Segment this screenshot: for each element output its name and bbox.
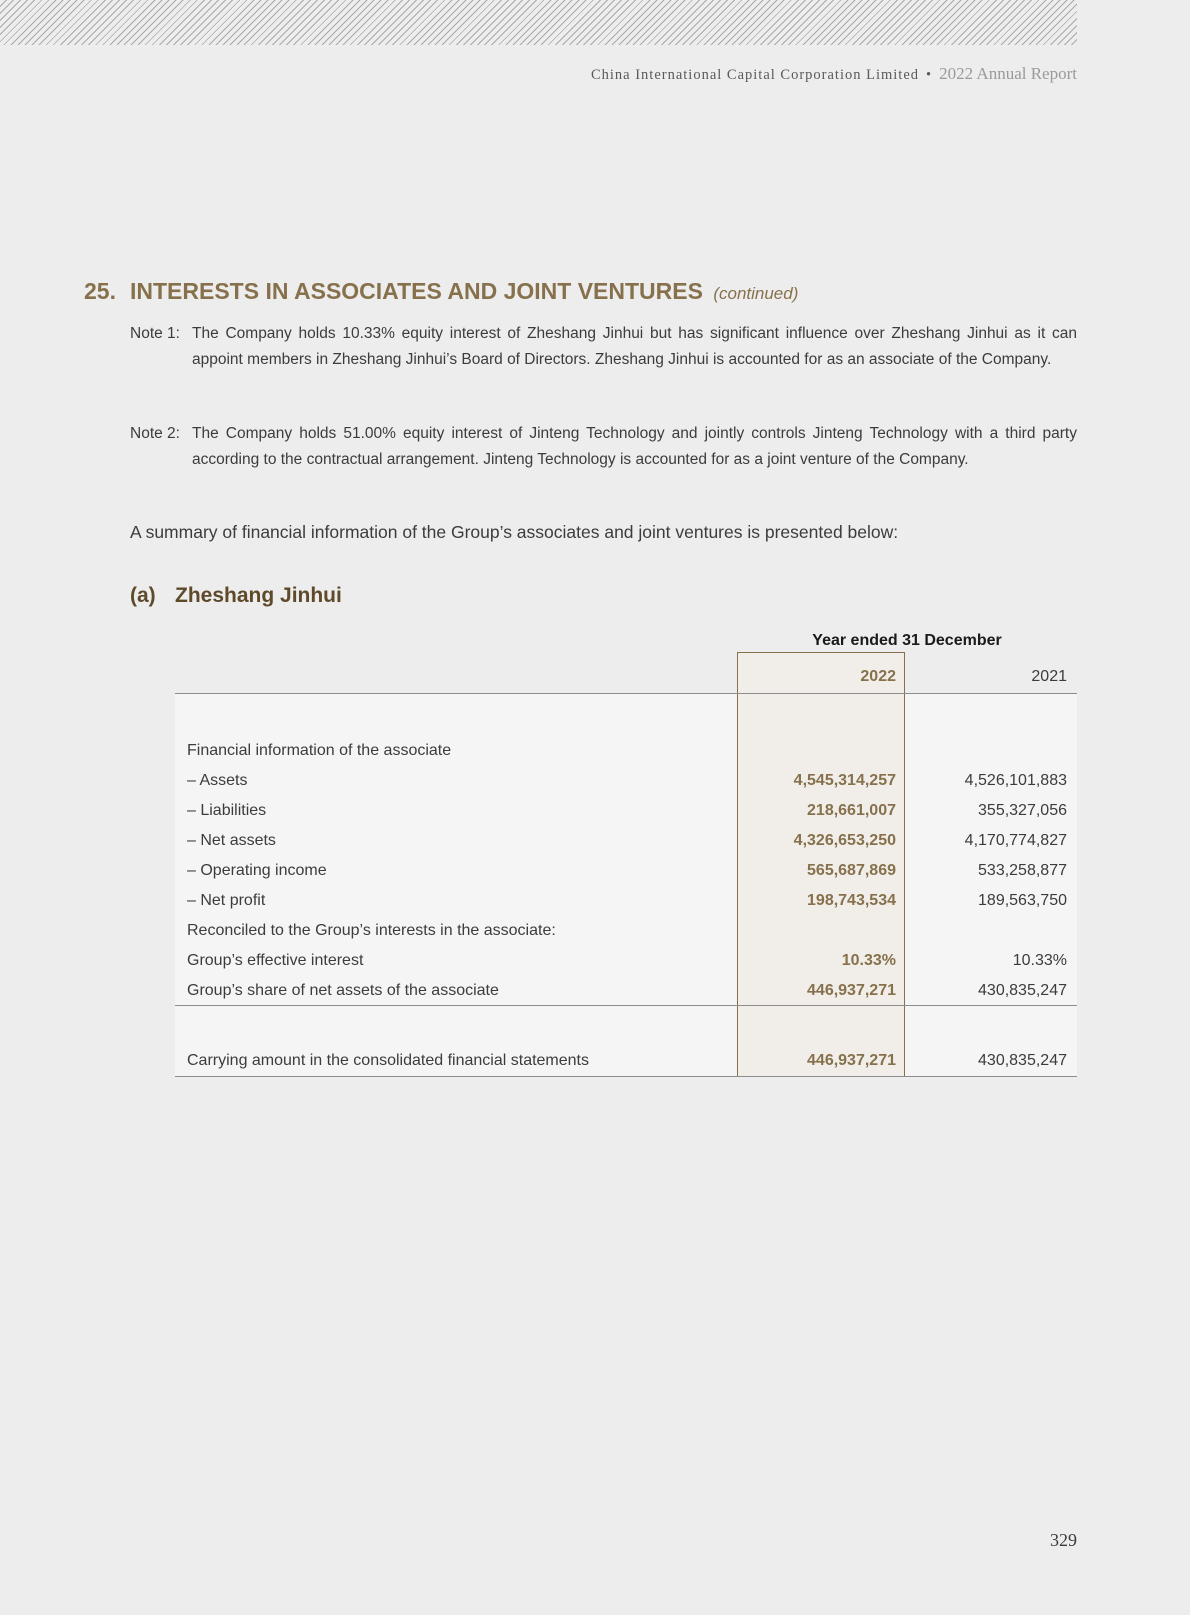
value-2022: 565,687,869 bbox=[807, 862, 896, 879]
note-1 bbox=[130, 321, 1077, 373]
note-label: Note 1: bbox=[130, 325, 180, 342]
table-row bbox=[175, 736, 1077, 766]
value-2022: 10.33% bbox=[841, 952, 896, 969]
row-label: Reconciled to the Group’s interests in the associate: bbox=[187, 922, 556, 939]
total-rule bbox=[175, 1076, 1077, 1077]
section-title bbox=[84, 278, 798, 305]
table-row bbox=[175, 886, 1077, 916]
continued-label: (continued) bbox=[713, 284, 799, 303]
note-label: Note 2: bbox=[130, 425, 180, 442]
value-2022: 446,937,271 bbox=[807, 982, 896, 999]
table-row bbox=[175, 826, 1077, 856]
table-row bbox=[175, 766, 1077, 796]
table-rows bbox=[175, 736, 1077, 1006]
value-2021: 4,170,774,827 bbox=[964, 832, 1067, 849]
company-name: China International Capital Corporation Limited bbox=[590, 67, 920, 83]
value-2022: 4,326,653,250 bbox=[793, 832, 896, 849]
row-label: – Assets bbox=[187, 772, 248, 789]
table-row bbox=[175, 856, 1077, 886]
row-label: Group’s share of net assets of the associate bbox=[187, 982, 499, 999]
row-label: – Net profit bbox=[187, 892, 266, 909]
note-2 bbox=[130, 421, 1077, 473]
value-2022: 218,661,007 bbox=[807, 802, 896, 819]
value-2021: 4,526,101,883 bbox=[964, 772, 1067, 789]
section-number: 25. bbox=[84, 278, 116, 304]
header-bullet: • bbox=[926, 67, 933, 83]
running-header bbox=[591, 64, 1077, 84]
row-label: – Liabilities bbox=[187, 802, 267, 819]
value-2022: 4,545,314,257 bbox=[793, 772, 896, 789]
header-rule bbox=[175, 693, 1077, 694]
total-value-2022: 446,937,271 bbox=[807, 1052, 896, 1069]
period-header: Year ended 31 December bbox=[812, 632, 1002, 649]
header-hatch-band bbox=[0, 0, 1077, 45]
total-value-2021: 430,835,247 bbox=[978, 1052, 1067, 1069]
subsection-title bbox=[130, 584, 342, 608]
section-heading: INTERESTS IN ASSOCIATES AND JOINT VENTURES bbox=[130, 278, 703, 304]
value-2021: 430,835,247 bbox=[978, 982, 1067, 999]
row-label: – Net assets bbox=[187, 832, 276, 849]
table-row bbox=[175, 796, 1077, 826]
page-number: 329 bbox=[1050, 1530, 1077, 1550]
note-text: The Company holds 51.00% equity interest of Jinteng Technology and jointly controls Jinteng Technology with a third party according to the contractual arrangement. Jinteng Technology is accounted for as a joint venture of the Company. bbox=[192, 425, 1077, 468]
row-label: Financial information of the associate bbox=[187, 742, 452, 759]
total-label: Carrying amount in the consolidated financial statements bbox=[187, 1052, 589, 1069]
column-header-2021: 2021 bbox=[1031, 668, 1067, 685]
report-title: 2022 Annual Report bbox=[939, 64, 1077, 83]
table-row bbox=[175, 976, 1077, 1006]
value-2021: 189,563,750 bbox=[978, 892, 1067, 909]
subtotal-rule bbox=[175, 1005, 1077, 1006]
column-header-2022: 2022 bbox=[860, 668, 896, 685]
value-2021: 533,258,877 bbox=[978, 862, 1067, 879]
total-row bbox=[175, 1046, 1077, 1076]
table-row bbox=[175, 916, 1077, 946]
subsection-heading: Zheshang Jinhui bbox=[175, 584, 342, 607]
value-2021: 355,327,056 bbox=[978, 802, 1067, 819]
table-row bbox=[175, 946, 1077, 976]
value-2022: 198,743,534 bbox=[807, 892, 896, 909]
value-2021: 10.33% bbox=[1012, 952, 1067, 969]
row-label: Group’s effective interest bbox=[187, 952, 364, 969]
row-label: – Operating income bbox=[187, 862, 327, 879]
intro-paragraph: A summary of financial information of the Group’s associates and joint ventures is presented below: bbox=[130, 522, 899, 542]
note-text: The Company holds 10.33% equity interest of Zheshang Jinhui but has significant influence over Zheshang Jinhui as it can appoint members in Zheshang Jinhui’s Board of Directors. Zheshang Jinhui is accounted for as an associate of the Company. bbox=[192, 325, 1077, 368]
subsection-label: (a) bbox=[130, 584, 156, 607]
